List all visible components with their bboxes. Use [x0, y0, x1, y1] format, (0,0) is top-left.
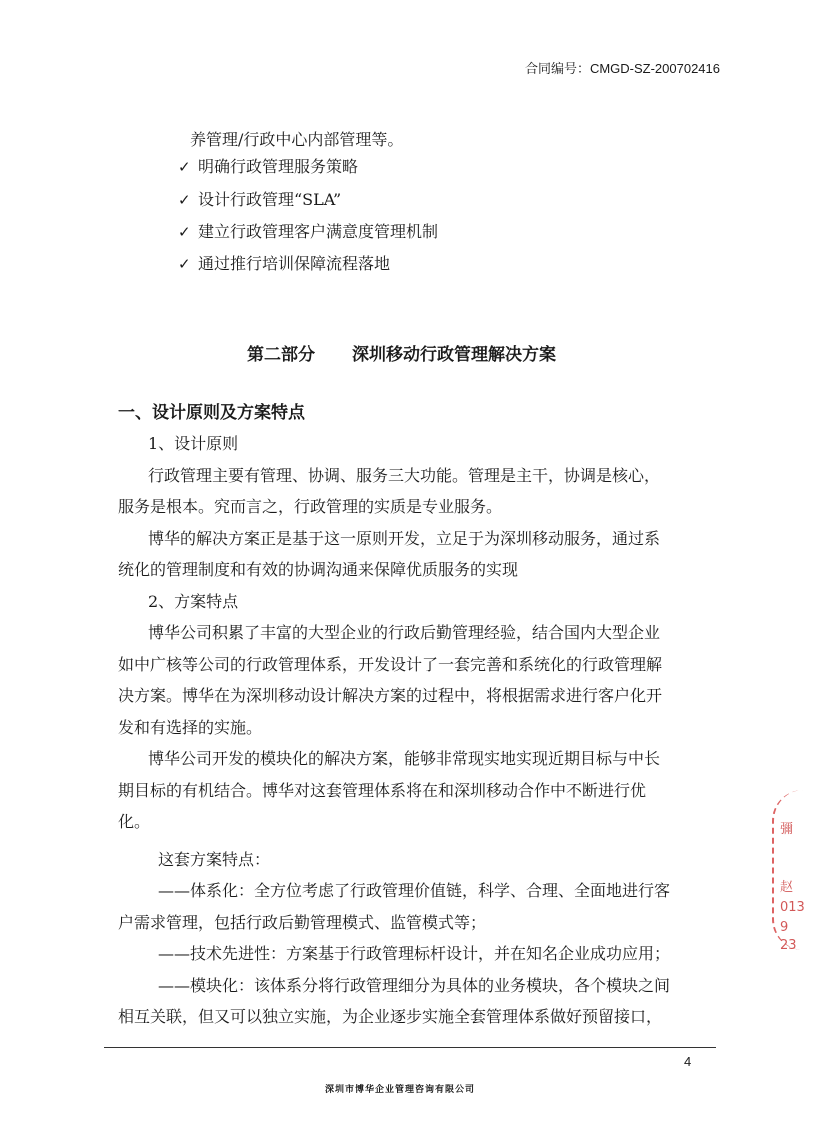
checkmark-icon: ✓ [178, 191, 191, 209]
paragraph-line: 期目标的有机结合。博华对这套管理体系将在和深圳移动合作中不断进行优 [118, 780, 647, 800]
section-body [118, 428, 688, 1033]
checklist-item [178, 185, 341, 215]
checklist-item-label: 设计行政管理“SLA” [198, 190, 342, 209]
checkmark-icon: ✓ [178, 223, 191, 241]
seal-char: 彌 [780, 822, 794, 837]
seal-char: 23 [780, 938, 797, 953]
paragraph-line: 这套方案特点： [158, 849, 271, 869]
paragraph-line: 决方案。博华在为深圳移动设计解决方案的过程中，将根据需求进行客户化开 [118, 686, 663, 705]
contract-number: 合同编号：CMGD-SZ-200702416 [524, 61, 720, 76]
paragraph-line: 如中广核等公司的行政管理体系，开发设计了一套完善和系统化的行政管理解 [118, 654, 663, 674]
checklist-item-label: 建立行政管理客户满意度管理机制 [198, 222, 439, 241]
paragraph-line: 化。 [118, 812, 151, 831]
intro-text: 养管理/行政中心内部管理等。 [190, 130, 404, 149]
paragraph-line: 博华公司积累了丰富的大型企业的行政后勤管理经验，结合国内大型企业 [148, 623, 661, 642]
feature-line: ——模块化：该体系分将行政管理细分为具体的业务模块，各个模块之间 [158, 975, 671, 995]
feature-line: 户需求管理，包括行政后勤管理模式、监管模式等； [118, 912, 487, 932]
page-number: 4 [684, 1054, 692, 1069]
checklist-item [178, 249, 390, 279]
feature-line: ——体系化：全方位考虑了行政管理价值链，科学、合理、全面地进行客 [158, 881, 671, 900]
part-title: 深圳移动行政管理解决方案 [352, 345, 556, 365]
checkmark-icon: ✓ [178, 255, 191, 273]
footer-company: 深圳市博华企业管理咨询有限公司 [324, 1085, 475, 1095]
paragraph-line: 博华的解决方案正是基于这一原则开发，立足于为深圳移动服务，通过系 [148, 528, 661, 548]
checklist-item [178, 152, 358, 182]
subheading-solution-features: 2、方案特点 [148, 591, 239, 611]
footer-divider [104, 1047, 716, 1048]
paragraph-line: 统化的管理制度和有效的协调沟通来保障优质服务的实现 [118, 560, 519, 579]
feature-line: ——技术先进性：方案基于行政管理标杆设计，并在知名企业成功应用； [158, 944, 671, 963]
checkmark-icon: ✓ [178, 158, 191, 176]
part-number: 第二部分 [247, 345, 315, 365]
checklist-item-label: 明确行政管理服务策略 [198, 157, 359, 176]
paragraph-line: 发和有选择的实施。 [118, 717, 263, 737]
seal-char: 赵 [780, 880, 794, 895]
paragraph-line: 博华公司开发的模块化的解决方案，能够非常现实地实现近期目标与中长 [148, 749, 661, 768]
checklist-item [178, 217, 438, 247]
company-seal-fragment [772, 790, 812, 953]
seal-char: 9 [780, 920, 789, 935]
subheading-design-principle: 1、设计原则 [148, 434, 239, 453]
section-heading: 一、设计原则及方案特点 [118, 403, 305, 423]
checklist-item-label: 通过推行培训保障流程落地 [198, 254, 391, 273]
seal-char: 013 [780, 900, 805, 915]
paragraph-line: 服务是根本。究而言之，行政管理的实质是专业服务。 [118, 497, 503, 516]
feature-line: 相互关联，但又可以独立实施，为企业逐步实施全套管理体系做好预留接口， [118, 1007, 663, 1026]
paragraph-line: 行政管理主要有管理、协调、服务三大功能。管理是主干，协调是核心， [148, 465, 661, 485]
